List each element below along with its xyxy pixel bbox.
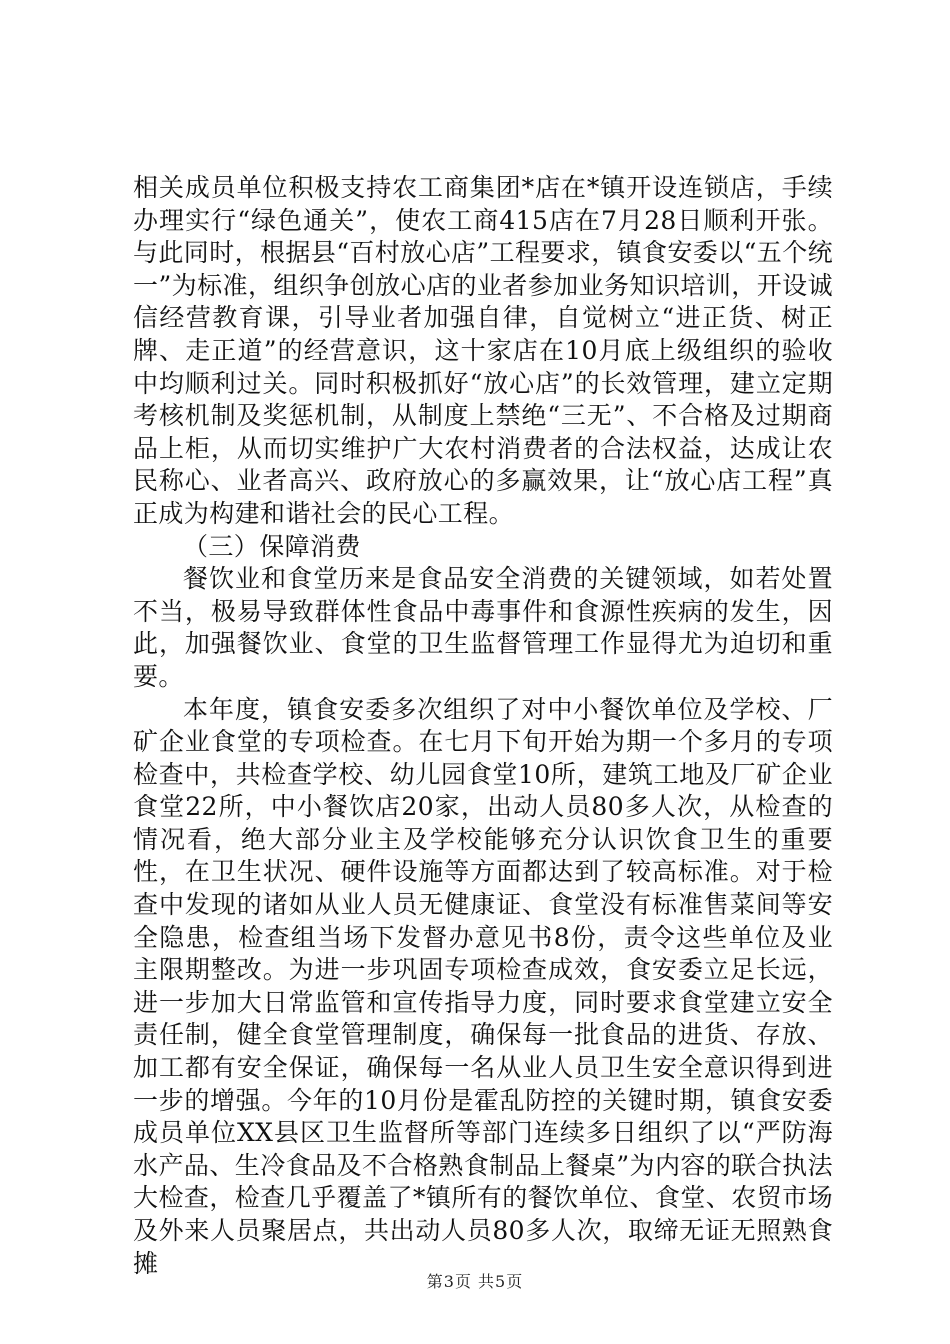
document-body (133, 172, 833, 1280)
section-heading: （三）保障消费 (183, 531, 361, 561)
body-paragraph: 本年度，镇食安委多次组织了对中小餐饮单位及学校、厂矿企业食堂的专项检查。在七月下旬开始为期一个多月的专项检查中，共检查学校、幼儿园食堂10所，建筑工地及厂矿企业食堂22所，中小餐饮店20家，出动人员80多人次，从检查的情况看，绝大部分业主及学校能够充分认识饮食卫生的重要性，在卫生状况、硬件设施等方面都达到了较高标准。对于检查中发现的诸如从业人员无健康证、食堂没有标准售菜间等安全隐患，检查组当场下发督办意见书8份，责令这些单位及业主限期整改。为进一步巩固专项检查成效，食安委立足长远，进一步加大日常监管和宣传指导力度，同时要求食堂建立安全责任制，健全食堂管理制度，确保每一批食品的进货、存放、加工都有安全保证，确保每一名从业人员卫生安全意识得到进一步的增强。今年的10月份是霍乱防控的关键时期，镇食安委成员单位XX县区卫生监督所等部门连续多日组织了以“严防海水产品、生冷食品及不合格熟食制品上餐桌”为内容的联合执法大检查，检查几乎覆盖了*镇所有的餐饮单位、食堂、农贸市场及外来人员聚居点，共出动人员80多人次，取缔无证无照熟食摊 (133, 694, 833, 1278)
body-paragraph: 相关成员单位积极支持农工商集团*店在*镇开设连锁店，手续办理实行“绿色通关”，使农工商415店在7月28日顺利开张。与此同时，根据县“百村放心店”工程要求，镇食安委以“五个统一”为标准，组织争创放心店的业者参加业务知识培训，开设诚信经营教育课，引导业者加强自律，自觉树立“进正货、树正牌、走正道”的经营意识，这十家店在10月底上级组织的验收中均顺利过关。同时积极抓好“放心店”的长效管理，建立定期考核机制及奖惩机制，从制度上禁绝“三无”、不合格及过期商品上柜，从而切实维护广大农村消费者的合法权益，达成让农民称心、业者高兴、政府放心的多赢效果，让“放心店工程”真正成为构建和谐社会的民心工程。 (133, 173, 833, 528)
body-paragraph: 餐饮业和食堂历来是食品安全消费的关键领域，如若处置不当，极易导致群体性食品中毒事件和食源性疾病的发生，因此，加强餐饮业、食堂的卫生监督管理工作显得尤为迫切和重要。 (133, 564, 833, 691)
page-footer: 第3页 共5页 (426, 1272, 524, 1291)
